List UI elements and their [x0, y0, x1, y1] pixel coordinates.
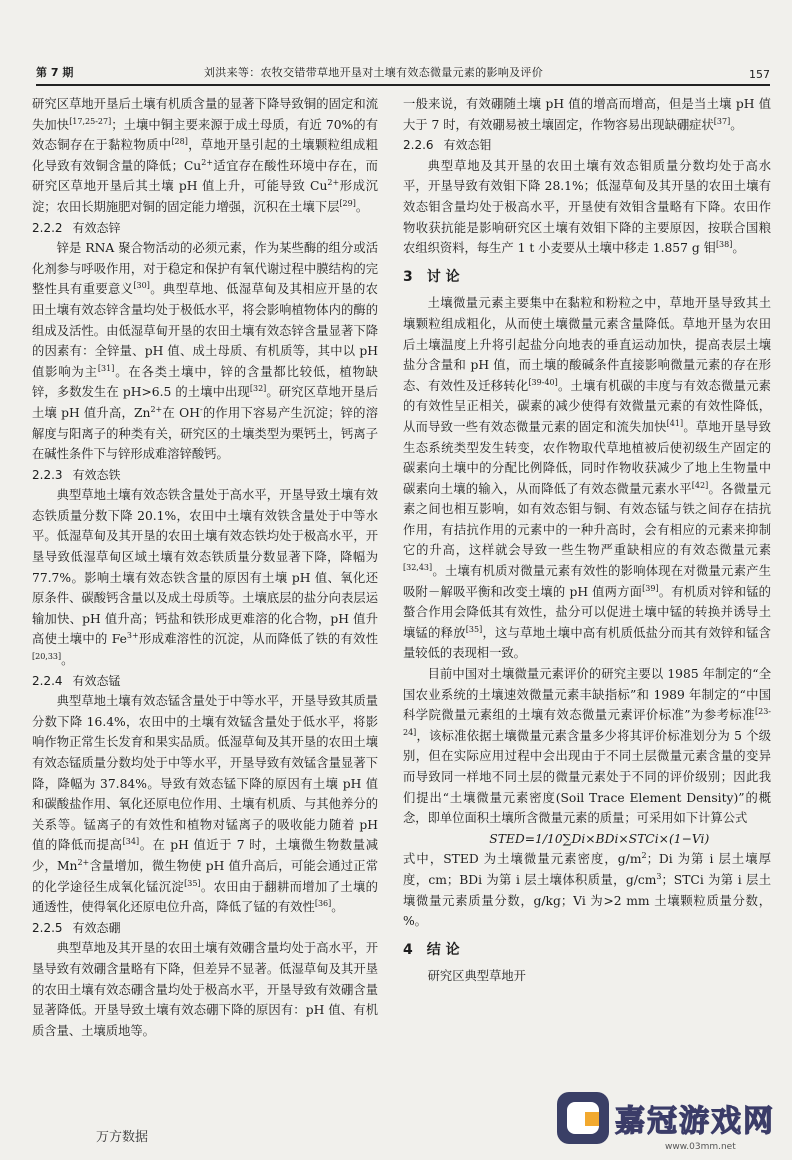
paragraph-discussion-1: 土壤微量元素主要集中在黏粒和粉粒之中，草地开垦导致其土壤颗粒组成粗化，从而使土壤微量元素含量降低。草地开垦为农田后土壤温度上升将引起盐分向地表的垂直运动加快，提高表层土壤盐分含量和 pH 值，而土壤的酸碱条件直接影响微量元素的存在形态、有效性及迁移转化[39-40]。土壤有机碳的丰度与有效态微量元素的有效性呈正相关，碳素的减少使得有效微量元素的有效性降低，从而导致一些有效态微量元素的固定和流失加快[41]。草地开垦导致生态系统类型发生转变，农作物取代草地植被后使初级生产固定的碳素向土壤中的分配比例降低，同时作物收获减少了地上生物量中碳素向土壤的输入，从而降低了有效态微量元素水平[42]。各微量元素之间也相互影响，如有效态钼与铜、有效态锰与铁之间存在拮抗作用，有拮抗作用的元素中的一种升高时，会有相应的元素来抑制它的升高，这样就会导致一些生物严重缺相应的有效态微量元素[32,43]。土壤有机质对微量元素有效性的影响体现在对微量元素产生吸附－解吸平衡和改变土壤的 pH 值两方面[39]。有机质对锌和锰的螯合作用会降低其有效性，盐分可以促进土壤中锰的转换并诱导土壤锰的释放[35]，这与草地土壤中高有机质低盐分而其有效锌和锰含量较低的表现相一致。: [403, 296, 771, 661]
paragraph-zinc: 锌是 RNA 聚合物活动的必须元素，作为某些酶的组分或活化剂参与呼吸作用，对于稳定和保护有氧代谢过程中膜结构的完整性具有重要意义[30]。典型草地、低湿草甸及其相应开垦的农田土壤有效态锌含量均处于极低水平，将会影响植物体内的酶的组成及活性。由低湿草甸开垦的农田土壤有效态锌含量显著下降的因素有：全锌量、pH 值、成土母质、有机质等，其中以 pH 值影响为主[31]。在各类土壤中，锌的含量都比较低，植物缺锌，多数发生在 pH>6.5 的土壤中出现[32]。研究区草地开垦后土壤 pH 值升高，$Zn^{2+}$在 OH-的作用下容易产生沉淀；锌的溶解度与阳离子的种类有关，研究区的土壤类型为栗钙土，钙离子在碱性条件下与锌形成难溶锌酸钙。: [32, 241, 378, 462]
logo-brand-text: 嘉冠游戏网: [615, 1104, 775, 1139]
right-column: [403, 94, 771, 987]
header-rule: [36, 84, 770, 86]
logo-url: www.03mm.net: [665, 1142, 736, 1152]
heading-4-conclusion: 4 结 论: [403, 941, 460, 958]
paragraph-boron: 典型草地及其开垦的农田土壤有效硼含量均处于高水平，开垦导致有效硼含量略有下降，但差异不显著。低湿草甸及其开垦的农田土壤有效态硼含量均处于极高水平，开垦导致有效硼含量显著降低。开垦导致土壤有效态硼下降的原因有：pH 值、有机质含量、土壤质地等。: [32, 941, 378, 1038]
paragraph-manganese: 典型草地土壤有效态锰含量处于中等水平，开垦导致其质量分数下降 16.4%，农田中的土壤有效锰含量处于低水平，将影响作物正常生长发育和果实品质。低湿草甸及其开垦的农田土壤有效态锰质量分数均处于中等水平，开垦导致有效锰含量显著下降，降幅为 37.84%。导致有效态锰下降的原因有土壤 pH 值和碳酸盐作用、氧化还原电位作用、土壤有机质、与其他养分的关系等。锰离子的有效性和植物对锰离子的吸收能力随着 pH 值的降低而提高[34]。在 pH 值近于 7 时，土壤微生物数量减少，$Mn^{2+}$含量增加，微生物使 pH 值升高后，可能会通过正常的化学途径生成氧化锰沉淀[35]。农田由于翻耕而增加了土壤的通透性，使得氧化还原电位升高，降低了锰的有效性[36]。: [32, 694, 378, 915]
left-column: [32, 94, 378, 1041]
heading-3-discussion: 3 讨 论: [403, 268, 460, 285]
paragraph-copper-cont: 研究区草地开垦后土壤有机质含量的显著下降导致铜的固定和流失加快[17,25-27]；土壤中铜主要来源于成土母质，有近 70%的有效态铜存在于黏粒物质中[28]，草地开垦引起的土壤颗粒组成粗化导致有效铜含量的降低；$Cu^{2+}$适宜存在酸性环境中存在，而研究区草地开垦后其土壤 pH 值上升，可能导致 $Cu^{2+}$形成沉淀；农田长期施肥对铜的固定能力增强，沉积在土壤下层[29]。: [32, 97, 378, 214]
logo-badge-icon: [557, 1092, 609, 1144]
heading-2-2-2: 2.2.2 有效态锌: [32, 220, 121, 235]
heading-2-2-3: 2.2.3 有效态铁: [32, 467, 121, 482]
paragraph-boron-cont: 一般来说，有效硼随土壤 pH 值的增高而增高，但是当土壤 pH 值大于 7 时，有效硼易被土壤固定，作物容易出现缺硼症状[37]。: [403, 97, 771, 132]
heading-2-2-6: 2.2.6 有效态钼: [403, 138, 492, 153]
paragraph-molybdenum: 典型草地及其开垦的农田土壤有效态钼质量分数均处于高水平，开垦导致有效钼下降 28.1%；低湿草甸及其开垦的农田土壤有效态钼含量均处于极高水平，开垦使有效钼含量略有下降。农田作物收获抗能是影响研究区土壤有效钼下降的主要原因，按联合国粮农组织资料，每生产 1 t 小麦要从土壤中移走 1.857 g 钼[38]。: [403, 158, 771, 256]
running-header: [36, 62, 770, 84]
issue-number: 第 7 期: [36, 66, 74, 79]
paragraph-formula-legend: 式中，STED 为土壤微量元素密度，$g/m^2$；Di 为第 i 层土壤厚度，cm；BDi 为第 i 层土壤体积质量，$g/cm^3$；STCi 为第 i 层土壤微量元素质量分数，g/kg；Vi 为>2 mm 土壤颗粒质量分数，%。: [403, 851, 772, 929]
source-label: 万方数据: [96, 1130, 149, 1145]
formula-sted: STED=1/10∑Di×BDi×STCi×(1−Vi): [489, 831, 710, 846]
paragraph-discussion-2: 目前中国对土壤微量元素评价的研究主要以 1985 年制定的“全国农业系统的土壤速效微量元素丰缺指标”和 1989 年制定的“中国科学院微量元素组的土壤有效态微量元素评价标准”为参考标准[23-24]，该标准依据土壤微量元素含量多少将其评价标准划分为 5 个级别，但在实际应用过程中会出现由于不同土层微量元素含量的变异而导致同一样地不同土层的微量元素处于不同的评价级别；因此我们提出“土壤微量元素密度(Soil Trace Element Density)”的概念，即单位面积土壤所含微量元素的质量；可采用如下计算公式: [403, 667, 771, 826]
paragraph-iron: 典型草地土壤有效态铁含量处于高水平，开垦导致土壤有效态铁质量分数下降 20.1%，农田中土壤有效铁含量处于中等水平。低湿草甸及其开垦的农田土壤有效态铁均处于极高水平，开垦导致低湿草甸区域土壤有效态铁质量分数显著下降，降幅为 77.7%。影响土壤有效态铁含量的原因有土壤 pH 值、氧化还原条件、碳酸钙含量以及成土母质等。土壤底层的盐分向表层运输加快、pH 值升高；钙盐和铁形成更难溶的化合物，pH 值升高使土壤中的 $Fe^{3+}$形成难溶性的沉淀，从而降低了铁的有效性[20,33]。: [32, 488, 378, 668]
heading-2-2-4: 2.2.4 有效态锰: [32, 673, 121, 688]
running-title: 刘洪来等：农牧交错带草地开垦对土壤有效态微量元素的影响及评价: [204, 66, 543, 79]
page-number: 157: [749, 68, 770, 81]
paragraph-conclusion: 研究区典型草地开: [427, 969, 526, 984]
heading-2-2-5: 2.2.5 有效态硼: [32, 920, 121, 935]
watermark-logo: [545, 1088, 785, 1158]
